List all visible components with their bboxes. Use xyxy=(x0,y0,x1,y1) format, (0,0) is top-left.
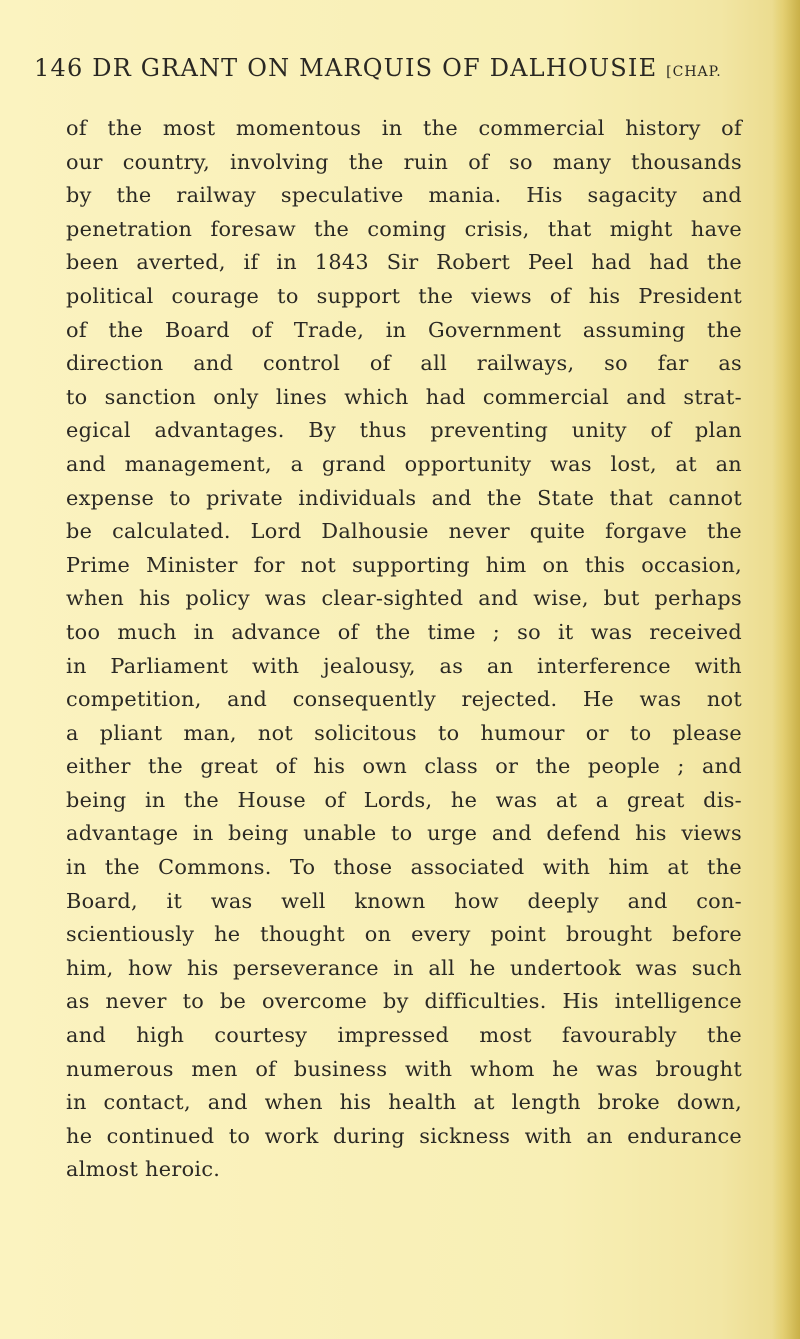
text-line: advantage in being unable to urge and defend his views xyxy=(66,821,742,846)
text-line: when his policy was clear-sighted and wise, but perhaps xyxy=(66,586,742,611)
text-line: direction and control of all railways, so far as xyxy=(66,351,742,376)
text-line: him, how his perseverance in all he undertook was such xyxy=(66,955,742,980)
text-line: Board, it was well known how deeply and con- xyxy=(66,888,742,913)
text-line: in Parliament with jealousy, as an interference with xyxy=(66,653,742,678)
chapter-label: [CHAP. xyxy=(666,64,722,80)
text-line: scientiously he thought on every point brought before xyxy=(66,922,742,947)
text-line: of the Board of Trade, in Government assuming the xyxy=(66,317,742,342)
text-line: being in the House of Lords, he was at a great dis- xyxy=(66,787,742,812)
text-line: in the Commons. To those associated with him at the xyxy=(66,855,742,880)
text-line: penetration foresaw the coming crisis, that might have xyxy=(66,216,742,241)
text-line: political courage to support the views of his President xyxy=(66,283,742,308)
running-head xyxy=(34,54,774,94)
text-line: by the railway speculative mania. His sagacity and xyxy=(66,183,742,208)
text-line: expense to private individuals and the State that cannot xyxy=(66,485,742,510)
text-line: and high courtesy impressed most favourably the xyxy=(66,1023,742,1048)
running-title: DR GRANT ON MARQUIS OF DALHOUSIE xyxy=(92,54,658,82)
page-edge xyxy=(772,0,800,1339)
page-number: 146 xyxy=(34,54,84,82)
text-line: too much in advance of the time ; so it was received xyxy=(66,619,742,644)
text-line: a pliant man, not solicitous to humour or to please xyxy=(66,720,742,745)
text-line: competition, and consequently rejected. He was not xyxy=(66,687,742,712)
text-line: in contact, and when his health at length broke down, xyxy=(66,1090,742,1115)
text-line: either the great of his own class or the people ; and xyxy=(66,754,742,779)
body-paragraph xyxy=(66,112,742,1187)
text-line: Prime Minister for not supporting him on this occasion, xyxy=(66,552,742,577)
text-line: of the most momentous in the commercial history of xyxy=(66,116,742,140)
text-line: be calculated. Lord Dalhousie never quite forgave the xyxy=(66,519,742,544)
text-line: and management, a grand opportunity was lost, at an xyxy=(66,451,742,476)
text-line: been averted, if in 1843 Sir Robert Peel had had the xyxy=(66,250,742,275)
text-line: as never to be overcome by difficulties. His intelligence xyxy=(66,989,742,1014)
text-line: our country, involving the ruin of so many thousands xyxy=(66,149,742,174)
text-line: egical advantages. By thus preventing unity of plan xyxy=(66,418,742,443)
text-line: he continued to work during sickness with an endurance xyxy=(66,1123,742,1148)
text-line: to sanction only lines which had commercial and strat- xyxy=(66,384,742,409)
text-line: numerous men of business with whom he was brought xyxy=(66,1056,742,1081)
text-line: almost heroic. xyxy=(66,1157,221,1182)
